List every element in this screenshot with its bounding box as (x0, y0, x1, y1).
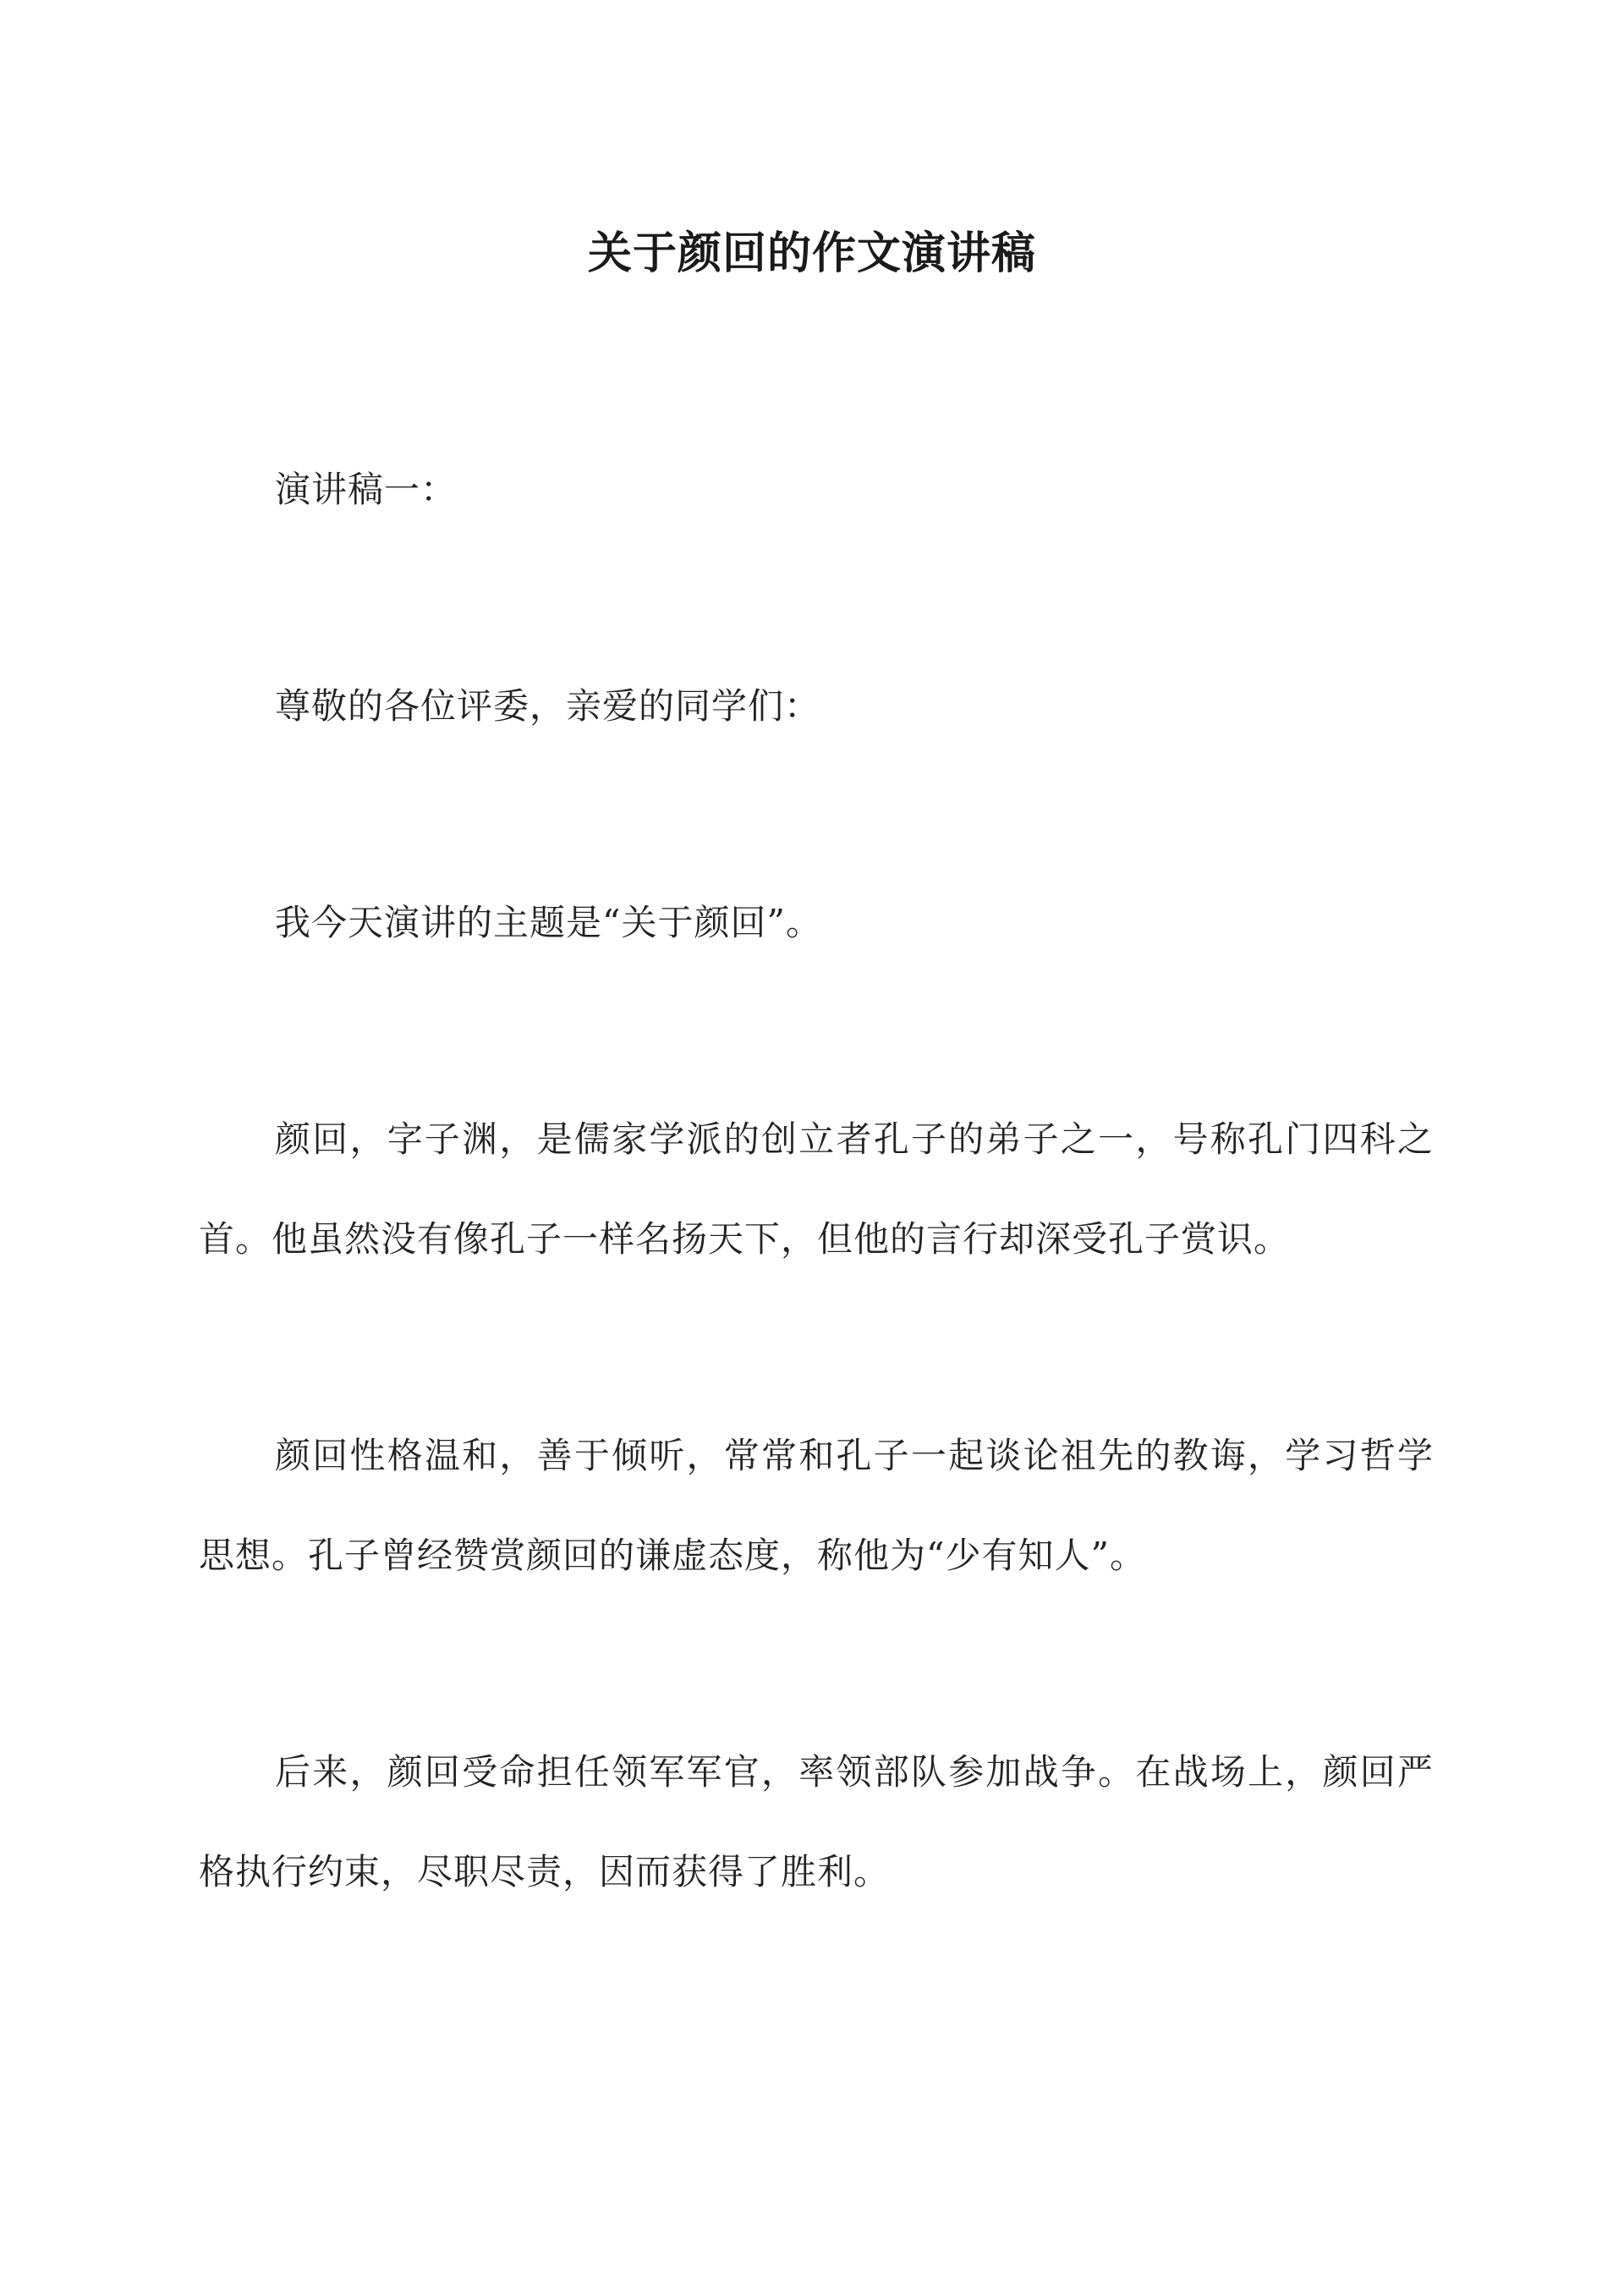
paragraph-character: 颜回性格温和，善于倾听，常常和孔子一起谈论祖先的教诲，学习哲学思想。孔子曾经赞赏颜回的谦虚态度，称他为“少有知人”。 (199, 1435, 1434, 1576)
paragraph-military: 后来，颜回受命担任领军军官，率领部队参加战争。在战场上，颜回严格执行约束，尽职尽责，因而获得了胜利。 (199, 1751, 1434, 1892)
paragraph-speech-label: 演讲稿一： (275, 469, 458, 510)
document-body (199, 440, 1434, 1922)
paragraph-greeting: 尊敬的各位评委，亲爱的同学们： (275, 685, 821, 727)
paragraph-introduction: 颜回，字子渊，是儒家学派的创立者孔子的弟子之一，号称孔门四科之首。他虽然没有像孔子一样名扬天下，但他的言行却深受孔子赏识。 (199, 1118, 1434, 1260)
document-title: 关于颜回的作文演讲稿 (587, 227, 1036, 279)
paragraph-topic: 我今天演讲的主题是“关于颜回”。 (275, 902, 822, 943)
